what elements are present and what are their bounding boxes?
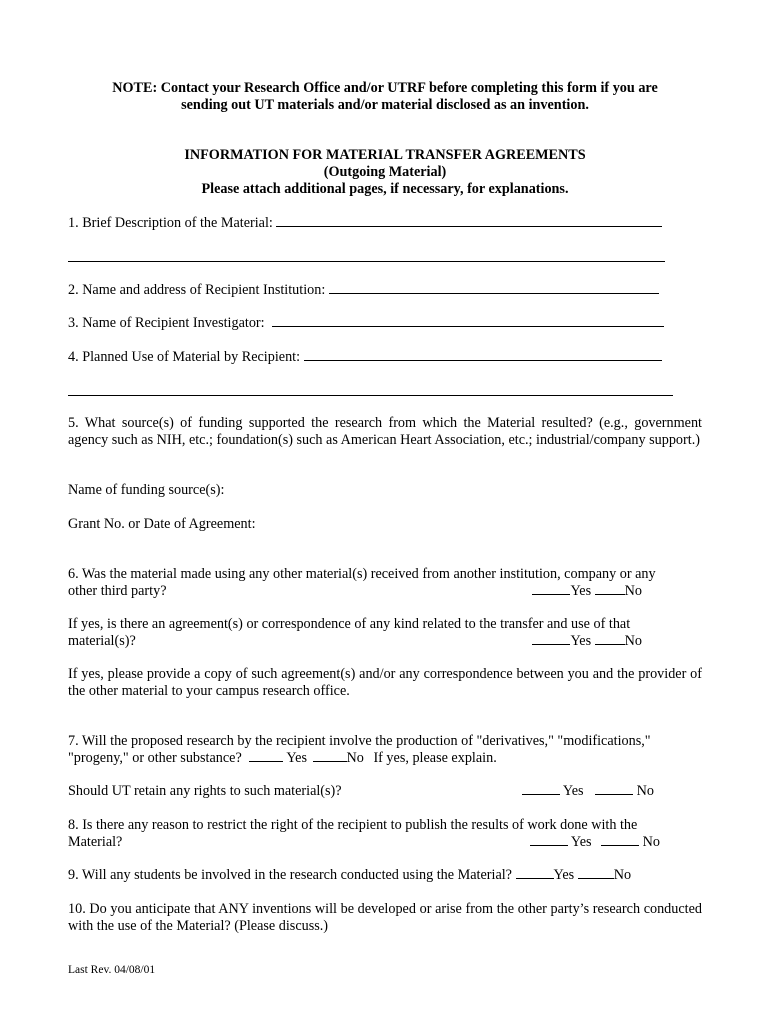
question-5: 5. What source(s) of funding supported the research from which the Material resulted? (e.g., government agency such as NIH, etc.; foundation(s) such as American Heart Association, etc.; industrial/company support.): [68, 415, 702, 448]
retain-no-label: No: [636, 783, 654, 799]
q6-no-label: No: [624, 583, 642, 599]
q9-no-label: No: [613, 867, 632, 883]
material-description-line-2[interactable]: [68, 261, 665, 262]
material-description-field[interactable]: [276, 214, 662, 227]
q8-yes-blank[interactable]: [530, 834, 568, 846]
note-line-2: sending out UT materials and/or material disclosed as an invention.: [181, 97, 589, 113]
question-4-label: 4. Planned Use of Material by Recipient:: [68, 349, 301, 365]
grant-number-label: Grant No. or Date of Agreement:: [68, 516, 256, 532]
question-6-followup-line-2-row: [68, 633, 702, 650]
question-7-line-2-row: [68, 750, 702, 767]
q7-yes-blank[interactable]: [249, 750, 283, 762]
question-8-line-2-row: [68, 834, 702, 851]
question-8: [68, 817, 702, 851]
retain-rights-row: [68, 783, 702, 800]
form-subtitle: (Outgoing Material): [323, 164, 447, 180]
q7-yes-label: Yes: [286, 750, 307, 766]
question-7-line-1: 7. Will the proposed research by the recipient involve the production of "derivatives," "modifications,": [68, 733, 651, 749]
question-3: [68, 314, 702, 332]
question-6-followup-line-2: material(s)?: [68, 633, 136, 649]
question-10: 10. Do you anticipate that ANY inventions will be developed or arise from the other party’s research conducted with the use of the Material? (Please discuss.): [68, 901, 702, 934]
question-9: [68, 867, 702, 884]
question-2: [68, 281, 702, 299]
question-6: [68, 566, 702, 600]
form-instruction: Please attach additional pages, if necessary, for explanations.: [201, 181, 569, 197]
q6-yes-no: [532, 583, 642, 600]
q6-yes-blank[interactable]: [532, 583, 570, 595]
revision-date: Last Rev. 04/08/01: [68, 964, 156, 976]
question-4: [68, 348, 702, 366]
q6-yes-label: Yes: [570, 583, 592, 599]
q6-followup-yes-label: Yes: [570, 633, 592, 649]
question-8-line-1: 8. Is there any reason to restrict the right of the recipient to publish the results of work done with the: [68, 817, 638, 833]
question-9-text: 9. Will any students be involved in the research conducted using the Material?: [68, 867, 512, 883]
form-title: INFORMATION FOR MATERIAL TRANSFER AGREEMENTS: [184, 147, 586, 163]
question-7-line-2a: "progeny," or other substance?: [68, 750, 242, 766]
q8-yes-label: Yes: [570, 834, 592, 850]
question-8-line-2: Material?: [68, 834, 123, 850]
q6-followup-no-blank[interactable]: [595, 633, 625, 645]
question-2-label: 2. Name and address of Recipient Institution:: [68, 282, 326, 298]
question-6-followup-line-1: If yes, is there an agreement(s) or correspondence of any kind related to the transfer and use of that: [68, 616, 631, 632]
q8-yes-no: [530, 834, 660, 851]
retain-yes-blank[interactable]: [522, 787, 560, 795]
retain-no-blank[interactable]: [595, 787, 633, 795]
q6-followup-no-label: No: [624, 633, 642, 649]
form-header: [60, 147, 710, 198]
question-1: [68, 214, 702, 232]
planned-use-line-2[interactable]: [68, 395, 673, 396]
retain-yes-label: Yes: [562, 783, 584, 799]
q8-no-label: No: [642, 834, 660, 850]
question-3-label: 3. Name of Recipient Investigator:: [68, 315, 265, 331]
retain-rights-yes-no: [522, 783, 654, 800]
q6-followup-yes-no: [532, 633, 642, 650]
q9-yes-blank[interactable]: [516, 867, 554, 879]
retain-rights-label: Should UT retain any rights to such material(s)?: [68, 783, 342, 799]
q9-no-blank[interactable]: [578, 867, 614, 879]
recipient-investigator-field[interactable]: [272, 314, 664, 327]
question-6-line-2-row: [68, 583, 702, 600]
planned-use-field[interactable]: [304, 348, 662, 361]
question-1-label: 1. Brief Description of the Material:: [68, 215, 273, 231]
note: [60, 80, 710, 114]
question-7-line-2b: If yes, please explain.: [373, 750, 497, 766]
q8-no-blank[interactable]: [601, 834, 639, 846]
funding-source-label: Name of funding source(s):: [68, 482, 225, 498]
question-6-copy-request: If yes, please provide a copy of such agreement(s) and/or any correspondence between you and the provider of the other material to your campus research office.: [68, 666, 702, 699]
q6-followup-yes-blank[interactable]: [532, 633, 570, 645]
recipient-institution-field[interactable]: [329, 281, 659, 294]
q6-no-blank[interactable]: [595, 583, 625, 595]
question-7: [68, 733, 702, 767]
question-6-line-2: other third party?: [68, 583, 167, 599]
note-line-1: NOTE: Contact your Research Office and/or UTRF before completing this form if you are: [112, 80, 658, 96]
question-6-followup: [68, 616, 702, 650]
q7-no-label: No: [346, 750, 364, 766]
question-6-line-1: 6. Was the material made using any other material(s) received from another institution, company or any: [68, 566, 656, 582]
q9-yes-label: Yes: [553, 867, 575, 883]
q7-no-blank[interactable]: [313, 750, 347, 762]
